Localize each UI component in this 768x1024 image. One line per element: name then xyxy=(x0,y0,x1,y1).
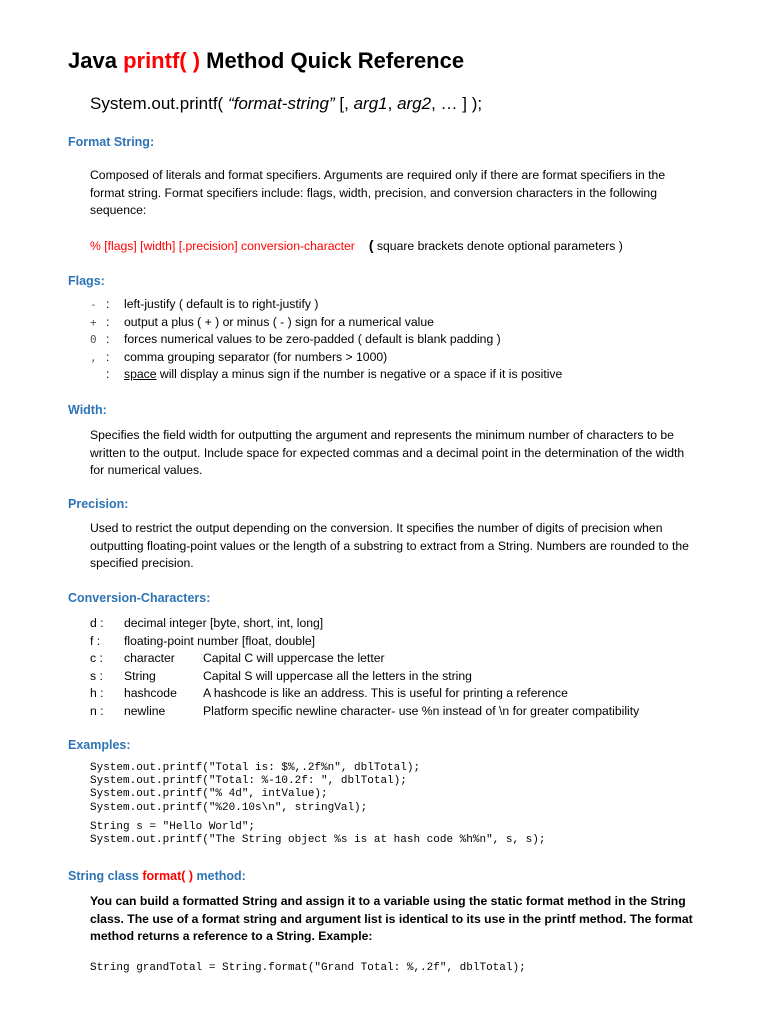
syntax-format-string: “format-string” xyxy=(227,94,335,113)
conversion-type: newline xyxy=(124,703,166,718)
conversion-row xyxy=(90,633,730,651)
string-format-code: String grandTotal = String.format("Grand Total: %,.2f", dblTotal); xyxy=(90,962,526,974)
precision-heading: Precision: xyxy=(68,497,129,511)
note-text: square brackets denote optional parameters ) xyxy=(373,239,623,253)
examples-code-block-2: String s = "Hello World"; System.out.printf("The String object %s is at hash code %h%n", s, s); xyxy=(90,821,546,847)
flag-symbol: + xyxy=(90,315,97,329)
string-format-heading xyxy=(68,869,246,883)
syntax-prefix: System.out.printf( xyxy=(90,94,228,113)
examples-code-block-1: System.out.printf("Total is: $%,.2f%n", dblTotal); System.out.printf("Total: %-10.2f: ", dblTotal); System.out.printf("% 4d", intValue); System.out.printf("%20.10s\n", stringVal); xyxy=(90,762,421,814)
width-body: Specifies the field width for outputting the argument and represents the minimum number of characters to be written to the output. Include space for expected commas and a decimal point in the determination of the width for numerical values. xyxy=(90,428,685,477)
flag-description: forces numerical values to be zero-padded ( default is blank padding ) xyxy=(124,332,501,346)
conversion-heading: Conversion-Characters: xyxy=(68,591,211,605)
syntax-mid: [, xyxy=(334,94,354,113)
flag-colon: : xyxy=(106,297,110,311)
precision-body: Used to restrict the output depending on the conversion. It specifies the number of digits of precision when outputting floating-point values or the length of a substring to extract from a String. Numbers are rounded to the specified precision. xyxy=(90,521,689,570)
flag-description xyxy=(124,366,562,384)
flag-description: left-justify ( default is to right-justify ) xyxy=(124,297,319,311)
flags-heading: Flags: xyxy=(68,274,105,288)
conversion-symbol: c : xyxy=(90,651,103,665)
syntax-arg2: arg2 xyxy=(397,94,432,113)
width-heading: Width: xyxy=(68,403,107,417)
title-pre: Java xyxy=(68,48,124,73)
flag-symbol: , xyxy=(90,350,97,364)
conversion-row xyxy=(90,650,730,668)
flag-row xyxy=(90,331,690,349)
format-specifier-syntax xyxy=(90,237,623,253)
conversion-type: decimal integer [byte, short, int, long] xyxy=(124,616,324,630)
title-post: Method Quick Reference xyxy=(200,48,465,73)
conversion-description: Capital S will uppercase all the letters in the string xyxy=(203,668,472,683)
syntax-arg1: arg1 xyxy=(353,94,388,113)
syntax-suffix: , … ] ); xyxy=(431,94,483,113)
conversion-row xyxy=(90,685,730,703)
conversion-type: character xyxy=(124,651,175,665)
conversion-description: Capital C will uppercase the letter xyxy=(203,651,385,665)
string-format-body: You can build a formatted String and assign it to a variable using the static format method in the String class. The use of a format string and argument list is identical to its use in the printf method. The format method returns a reference to a String. Example: xyxy=(90,894,693,943)
conversion-type: String xyxy=(124,668,156,683)
flag-row xyxy=(90,296,690,314)
conversion-type: floating-point number [float, double] xyxy=(124,633,316,648)
conversion-description: A hashcode is like an address. This is useful for printing a reference xyxy=(203,686,568,700)
string-format-heading-pre: String class xyxy=(68,869,143,883)
conversion-symbol: h : xyxy=(90,686,104,700)
conversion-list xyxy=(90,615,730,720)
flags-list xyxy=(90,296,690,384)
flag-colon: : xyxy=(106,367,110,381)
format-string-body: Composed of literals and format specifiers. Arguments are required only if there are format specifiers in the format string. Format specifiers include: flags, width, precision, and conversion characters in the following sequence: xyxy=(90,168,666,217)
space-description: will display a minus sign if the number is negative or a space if it is positive xyxy=(156,367,563,381)
flag-description: output a plus ( + ) or minus ( - ) sign for a numerical value xyxy=(124,314,434,329)
flag-symbol: - xyxy=(90,298,97,311)
conversion-symbol: n : xyxy=(90,703,104,718)
format-string-heading: Format String: xyxy=(68,135,155,149)
conversion-symbol: s : xyxy=(90,668,103,683)
flag-colon: : xyxy=(106,314,110,329)
specifier-note xyxy=(369,239,623,253)
conversion-type: hashcode xyxy=(124,686,177,700)
conversion-row xyxy=(90,703,730,721)
examples-heading: Examples: xyxy=(68,738,131,752)
string-format-heading-post: method: xyxy=(193,869,246,883)
string-format-heading-highlight: format( ) xyxy=(142,869,194,883)
conversion-row xyxy=(90,668,730,686)
syntax-comma: , xyxy=(387,94,398,113)
conversion-symbol: d : xyxy=(90,616,104,630)
conversion-symbol: f : xyxy=(90,633,101,648)
space-keyword: space xyxy=(124,367,157,381)
flag-row xyxy=(90,349,690,367)
title-highlight: printf( ) xyxy=(123,48,201,73)
flag-description: comma grouping separator (for numbers > 1000) xyxy=(124,349,388,364)
conversion-description: Platform specific newline character- use %n instead of \n for greater compatibility xyxy=(203,703,640,718)
printf-syntax xyxy=(90,94,482,114)
page-title xyxy=(68,48,464,74)
flag-colon: : xyxy=(106,349,110,364)
flag-row-space xyxy=(90,366,690,384)
flag-symbol: 0 xyxy=(90,333,97,346)
note-paren: ( xyxy=(368,237,374,253)
flag-row xyxy=(90,314,690,332)
flag-colon: : xyxy=(106,332,110,346)
conversion-row xyxy=(90,615,730,633)
specifier-pattern: % [flags] [width] [.precision] conversion-character xyxy=(90,239,355,253)
